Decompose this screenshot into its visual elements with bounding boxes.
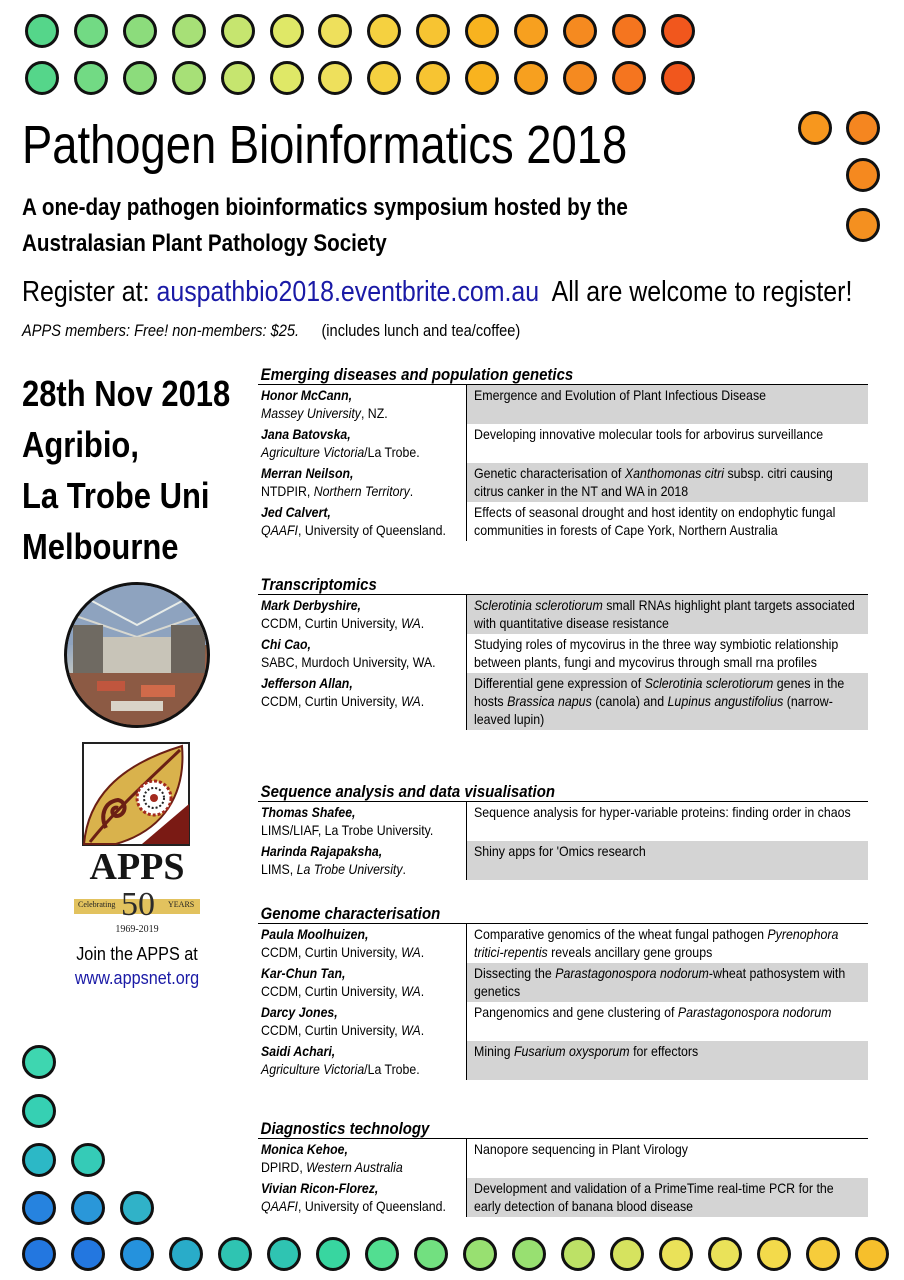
speaker-name: Jed Calvert, (261, 504, 331, 520)
decorative-dot (661, 14, 695, 48)
decorative-dot (855, 1237, 889, 1271)
speaker-affiliation (261, 404, 441, 422)
decorative-dot (563, 61, 597, 95)
decorative-dot (416, 61, 450, 95)
decorative-dot (218, 1237, 252, 1271)
speaker-affiliation (261, 943, 441, 961)
talk-row (258, 463, 868, 502)
subtitle (22, 190, 628, 262)
text-run: Nanopore sequencing in Plant Virology (474, 1141, 688, 1157)
speaker-cell (258, 1002, 466, 1041)
decorative-dot (561, 1237, 595, 1271)
text-run: CCDM, Curtin University, (261, 1022, 402, 1038)
decorative-dot (172, 14, 206, 48)
text-run: Shiny apps for 'Omics research (474, 843, 646, 859)
event-date: 28th Nov 2018 (22, 373, 231, 414)
text-run: Sequence analysis for hyper-variable proteins: finding order in chaos (474, 804, 851, 820)
text-run: Studying roles of mycovirus in the three way symbiotic relationship between plants, fungi and mycovirus through small rna profiles (474, 636, 839, 670)
decorative-dot (120, 1191, 154, 1225)
talk-row (258, 963, 868, 1002)
text-run: DPIRD, (261, 1159, 307, 1175)
italic-text: WA (401, 693, 421, 709)
text-run: . (420, 693, 425, 709)
decorative-dot (71, 1143, 105, 1177)
celebrating-banner (74, 886, 200, 923)
speaker-affiliation (261, 482, 441, 500)
subtitle-line: Australasian Plant Pathology Society (22, 230, 387, 257)
decorative-dot (169, 1237, 203, 1271)
decorative-dot (708, 1237, 742, 1271)
speaker-name: Jefferson Allan, (261, 675, 353, 691)
speaker-affiliation (261, 1158, 441, 1176)
speaker-name: Vivian Ricon-Florez, (261, 1180, 379, 1196)
text-run: , University of Queensland. (297, 1198, 446, 1214)
program-section (258, 1120, 868, 1217)
years-range: 1969-2019 (115, 924, 159, 935)
speaker-name: Harinda Rajapaksha, (261, 843, 383, 859)
speaker-cell (258, 634, 466, 673)
speaker-cell (258, 424, 466, 463)
speaker-affiliation (261, 821, 441, 839)
event-city: Melbourne (22, 526, 179, 567)
talk-topic (466, 1041, 868, 1080)
decorative-dot (270, 14, 304, 48)
decorative-dot (416, 14, 450, 48)
talk-row (258, 802, 868, 841)
talk-topic (466, 463, 868, 502)
text-run: Comparative genomics of the wheat fungal pathogen (474, 926, 768, 942)
italic-text: Parastagonospora nodorum (677, 1004, 832, 1020)
decorative-dot (25, 14, 59, 48)
event-venue: Agribio, (22, 424, 139, 465)
decorative-dot (661, 61, 695, 95)
decorative-dot (318, 14, 352, 48)
text-run: Pangenomics and gene clustering of (474, 1004, 678, 1020)
speaker-affiliation (261, 653, 441, 671)
text-run: /La Trobe. (364, 444, 420, 460)
speaker-name: Chi Cao, (261, 636, 311, 652)
decorative-dot (22, 1237, 56, 1271)
italic-text: WA (401, 1022, 421, 1038)
leaf-logo-icon (82, 742, 190, 846)
apps-logo (82, 742, 190, 846)
speaker-cell (258, 924, 466, 963)
program-section (258, 783, 868, 880)
talk-row (258, 673, 868, 730)
join-apps (68, 942, 207, 991)
speaker-name: Saidi Achari, (261, 1043, 336, 1059)
speaker-name: Paula Moolhuizen, (261, 926, 369, 942)
talk-topic (466, 924, 868, 963)
text-run: LIMS, (261, 861, 297, 877)
speaker-cell (258, 673, 466, 730)
page-title: Pathogen Bioinformatics 2018 (22, 115, 628, 175)
text-run: CCDM, Curtin University, (261, 693, 402, 709)
program-section (258, 905, 868, 1080)
speaker-affiliation (261, 521, 446, 539)
text-run: Differential gene expression of (474, 675, 645, 691)
speaker-cell (258, 502, 466, 541)
section-title: Diagnostics technology (260, 1119, 430, 1138)
decorative-dot (172, 61, 206, 95)
text-run: Emergence and Evolution of Plant Infectious Disease (474, 387, 767, 403)
talk-topic (466, 963, 868, 1002)
text-run: . (420, 944, 425, 960)
speaker-name: Thomas Shafee, (261, 804, 356, 820)
decorative-dot (367, 61, 401, 95)
talk-topic (466, 1002, 868, 1041)
text-run: -wheat pathosystem with genetics (474, 965, 846, 999)
talk-topic (466, 634, 868, 673)
text-run: . (420, 983, 425, 999)
italic-text: Agriculture Victoria (261, 444, 365, 460)
section-title: Emerging diseases and population genetics (260, 365, 574, 384)
speaker-name: Jana Batovska, (261, 426, 351, 442)
register-link[interactable]: auspathbio2018.eventbrite.com.au (156, 276, 540, 308)
speaker-affiliation (261, 1021, 441, 1039)
speaker-cell (258, 463, 466, 502)
italic-text: QAAFI (261, 522, 298, 538)
pricing-members: APPS members: Free! non-members: $25. (22, 321, 300, 340)
italic-text: Fusarium oxysporum (513, 1043, 630, 1059)
speaker-name: Darcy Jones, (261, 1004, 338, 1020)
text-run: CCDM, Curtin University, (261, 615, 402, 631)
talk-topic (466, 1178, 868, 1217)
italic-text: WA (401, 983, 421, 999)
register-line (22, 278, 852, 307)
section-table (258, 594, 868, 730)
italic-text: Parastagonospora nodorum (555, 965, 709, 981)
text-run: . (420, 615, 425, 631)
subtitle-line: A one-day pathogen bioinformatics symposium hosted by the (22, 194, 628, 221)
talk-row (258, 385, 868, 424)
register-suffix: All are welcome to register! (539, 276, 853, 308)
talk-topic (466, 1139, 868, 1178)
speaker-name: Kar-Chun Tan, (261, 965, 346, 981)
text-run: Mining (474, 1043, 514, 1059)
decorative-dot (798, 111, 832, 145)
decorative-dot (846, 111, 880, 145)
text-run: . (402, 861, 406, 877)
apps-website-link[interactable]: www.appsnet.org (74, 968, 200, 989)
pricing-line (22, 322, 520, 339)
talk-topic (466, 502, 868, 541)
italic-text: Western Australia (306, 1159, 403, 1175)
speaker-affiliation (261, 982, 441, 1000)
talk-topic (466, 802, 868, 841)
decorative-dot (612, 61, 646, 95)
talk-row (258, 424, 868, 463)
speaker-cell (258, 1041, 466, 1080)
talk-topic (466, 595, 868, 634)
section-table (258, 384, 868, 541)
atrium-illustration (67, 585, 207, 725)
text-run: . (420, 1022, 425, 1038)
talk-row (258, 595, 868, 634)
years-label: YEARS (168, 900, 195, 909)
section-table (258, 1138, 868, 1217)
speaker-affiliation (261, 692, 441, 710)
decorative-dot (221, 14, 255, 48)
decorative-dot (514, 14, 548, 48)
talk-row (258, 502, 868, 541)
decorative-dot (74, 61, 108, 95)
talk-topic (466, 673, 868, 730)
section-title: Genome characterisation (260, 904, 441, 923)
text-run: (narrow-leaved lupin) (474, 693, 833, 727)
text-run: CCDM, Curtin University, (261, 983, 402, 999)
decorative-dot (806, 1237, 840, 1271)
speaker-name: Monica Kehoe, (261, 1141, 348, 1157)
speaker-name: Merran Neilson, (261, 465, 354, 481)
speaker-cell (258, 1139, 466, 1178)
speaker-affiliation (261, 1197, 446, 1215)
italic-text: Sclerotinia sclerotiorum (644, 675, 774, 691)
section-table (258, 923, 868, 1080)
decorative-dot (512, 1237, 546, 1271)
italic-text: Sclerotinia sclerotiorum (474, 597, 603, 613)
speaker-affiliation (261, 860, 441, 878)
italic-text: Pyrenophora tritici-repentis (474, 926, 839, 960)
text-run: for effectors (629, 1043, 699, 1059)
section-title: Sequence analysis and data visualisation (260, 782, 555, 801)
speaker-affiliation (261, 443, 441, 461)
decorative-dot (270, 61, 304, 95)
program-section (258, 366, 868, 541)
italic-text: Northern Territory (313, 483, 410, 499)
decorative-dot (74, 14, 108, 48)
celebrating-label: Celebrating (78, 900, 116, 909)
text-run: small RNAs highlight plant targets associated with quantitative disease resistance (474, 597, 855, 631)
speaker-affiliation (261, 1060, 441, 1078)
decorative-dot (465, 61, 499, 95)
text-run: Developing innovative molecular tools for arbovirus surveillance (474, 426, 824, 442)
italic-text: Massey University (261, 405, 361, 421)
talk-row (258, 1002, 868, 1041)
speaker-cell (258, 963, 466, 1002)
decorative-dot (465, 14, 499, 48)
talk-row (258, 1041, 868, 1080)
event-institution: La Trobe Uni (22, 475, 210, 516)
text-run: subsp. citri causing citrus canker in the NT and WA in 2018 (474, 465, 833, 499)
speaker-cell (258, 1178, 466, 1217)
text-run: (canola) and (591, 693, 668, 709)
decorative-dot (123, 14, 157, 48)
speaker-cell (258, 385, 466, 424)
decorative-dot (22, 1094, 56, 1128)
talk-topic (466, 385, 868, 424)
register-prefix: Register at: (22, 276, 157, 308)
event-info (22, 368, 230, 572)
decorative-dot (221, 61, 255, 95)
venue-photo (64, 582, 210, 728)
speaker-cell (258, 841, 466, 880)
section-title: Transcriptomics (260, 575, 377, 594)
apps-wordmark: APPS (89, 846, 185, 888)
text-run: Dissecting the (474, 965, 556, 981)
pricing-includes: (includes lunch and tea/coffee) (321, 321, 521, 340)
decorative-dot (123, 61, 157, 95)
talk-topic (466, 841, 868, 880)
decorative-dot (846, 208, 880, 242)
text-run: Effects of seasonal drought and host identity on endophytic fungal communities in forests of Cape York, Northern Australia (474, 504, 836, 538)
text-run: NTDPIR, (261, 483, 314, 499)
italic-text: Brassica napus (507, 693, 592, 709)
italic-text: Agriculture Victoria (261, 1061, 365, 1077)
talk-row (258, 924, 868, 963)
decorative-dot (610, 1237, 644, 1271)
decorative-dot (22, 1045, 56, 1079)
decorative-dot (612, 14, 646, 48)
decorative-dot (514, 61, 548, 95)
speaker-affiliation (261, 614, 441, 632)
decorative-dot (71, 1237, 105, 1271)
text-run: Development and validation of a PrimeTime real-time PCR for the early detection of banana blood disease (474, 1180, 834, 1214)
italic-text: WA (401, 944, 421, 960)
decorative-dot (25, 61, 59, 95)
program-section (258, 576, 868, 730)
decorative-dot (316, 1237, 350, 1271)
decorative-dot (71, 1191, 105, 1225)
anniversary-number: 50 (121, 886, 155, 923)
section-table (258, 801, 868, 880)
speaker-name: Mark Derbyshire, (261, 597, 361, 613)
speaker-cell (258, 595, 466, 634)
decorative-dot (267, 1237, 301, 1271)
decorative-dot (757, 1237, 791, 1271)
text-run: /La Trobe. (364, 1061, 420, 1077)
text-run: CCDM, Curtin University, (261, 944, 402, 960)
italic-text: Xanthomonas citri (624, 465, 724, 481)
talk-row (258, 1178, 868, 1217)
decorative-dot (318, 61, 352, 95)
decorative-dot (846, 158, 880, 192)
talk-topic (466, 424, 868, 463)
text-run: , University of Queensland. (297, 522, 446, 538)
talk-row (258, 841, 868, 880)
decorative-dot (365, 1237, 399, 1271)
speaker-name: Honor McCann, (261, 387, 353, 403)
text-run: reveals ancillary gene groups (547, 944, 713, 960)
decorative-dot (563, 14, 597, 48)
decorative-dot (120, 1237, 154, 1271)
text-run: Genetic characterisation of (474, 465, 625, 481)
text-run: , NZ. (360, 405, 388, 421)
italic-text: WA (401, 615, 421, 631)
italic-text: La Trobe University (296, 861, 403, 877)
text-run: genes in the hosts (474, 675, 845, 709)
text-run: SABC, Murdoch University, WA. (261, 654, 436, 670)
italic-text: Lupinus angustifolius (667, 693, 784, 709)
join-text: Join the APPS at (76, 944, 198, 964)
speaker-cell (258, 802, 466, 841)
italic-text: QAAFI (261, 1198, 298, 1214)
talk-row (258, 634, 868, 673)
talk-row (258, 1139, 868, 1178)
decorative-dot (414, 1237, 448, 1271)
decorative-dot (22, 1191, 56, 1225)
decorative-dot (463, 1237, 497, 1271)
decorative-dot (367, 14, 401, 48)
text-run: LIMS/LIAF, La Trobe University. (261, 822, 434, 838)
text-run: . (409, 483, 414, 499)
decorative-dot (659, 1237, 693, 1271)
decorative-dot (22, 1143, 56, 1177)
